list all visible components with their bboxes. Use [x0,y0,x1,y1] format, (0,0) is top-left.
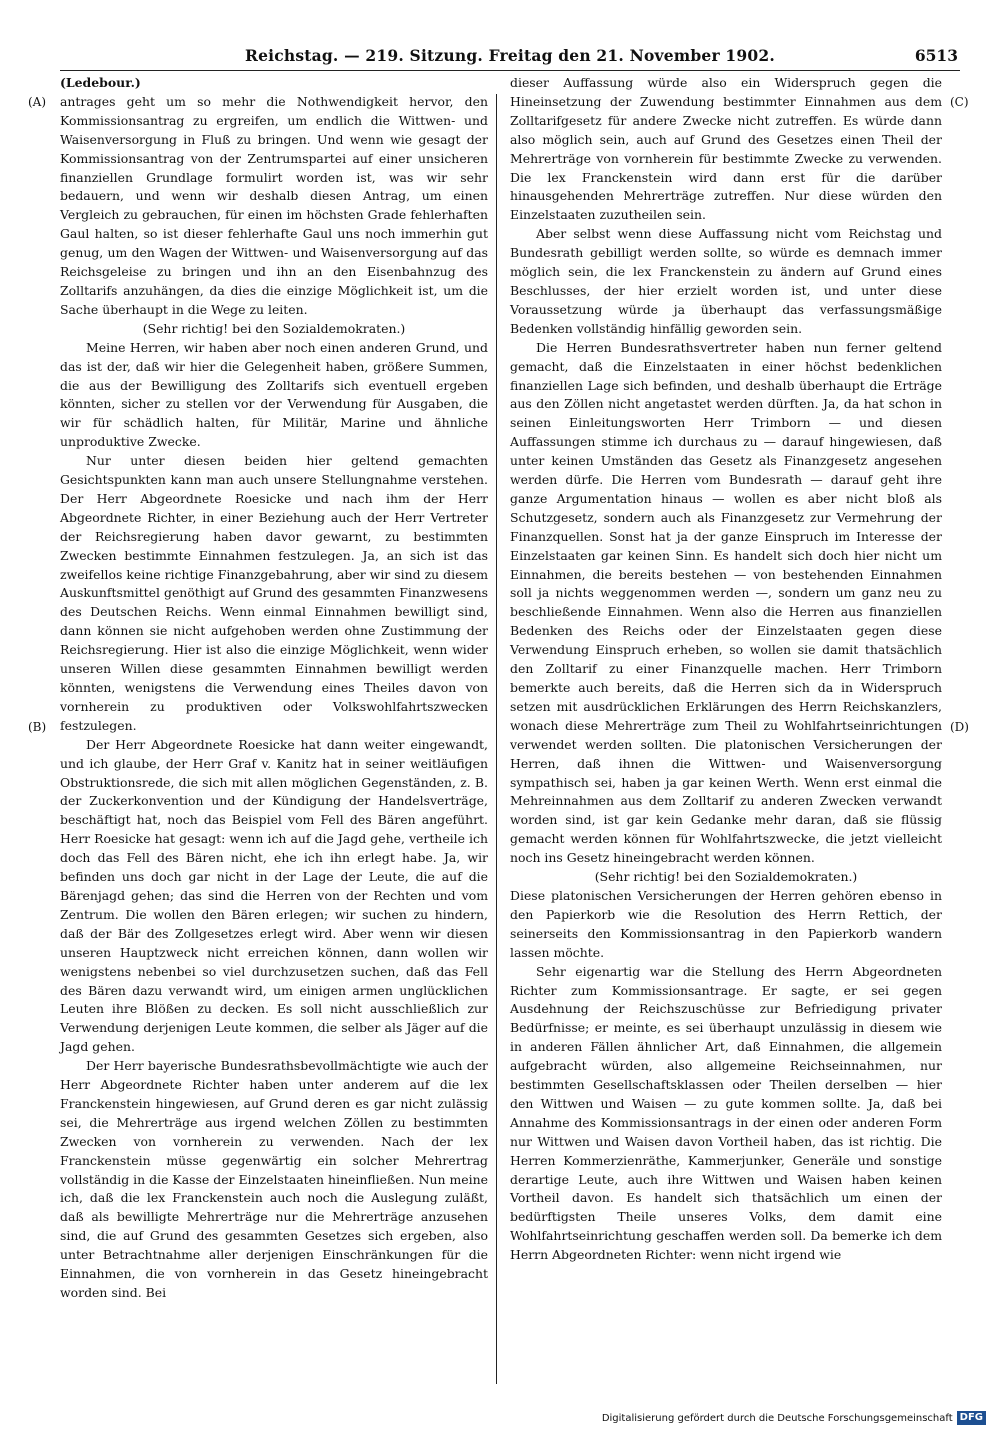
paragraph: Sehr eigenartig war die Stellung des Herrn Abgeordneten Richter zum Kommissionsantrage. Er sagte, er sei gegen Ausdehnung der Reichszuschüsse zur Befriedigung privater Bedürfnisse; er meinte, es sei überhaupt unzulässig in diesem wie in anderen Fällen ähnlicher Art, daß Einnahmen, die allgemein aufgebracht würden, also allgemeine Reichseinnahmen, nur bestimmten Gesellschaftsklassen oder Theilen derselben — hier den Wittwen und Waisen — zu gute kommen sollte. Ja, daß bei Annahme des Kommissionsantrags in der einen oder anderen Form nur Wittwen und Waisen davon Vortheil haben, das ist richtig. Die Herren Kommerzienräthe, Kammerjunker, Generäle und sonstige derartige Leute, auch ihre Wittwen und Waisen haben keinen Vortheil davon. Es handelt sich thatsächlich um einen der bedürftigsten Theile unseres Volks, dem damit eine Wohlfahrtseinrichtung geschaffen werden soll. Da bemerke ich dem Herrn Abgeordneten Richter: wenn nicht irgend wie [510,963,942,1263]
running-head-title: Reichstag. — 219. Sitzung. Freitag den 21. November 1902. [245,46,775,65]
column-divider [496,94,497,1384]
margin-mark-b: (B) [28,720,47,734]
speaker-name: (Ledebour.) [60,75,141,90]
paragraph: Meine Herren, wir haben aber noch einen anderen Grund, und das ist der, daß wir hier die Gelegenheit haben, größere Summen, die aus der Bewilligung des Zolltarifs sich eventuell ergeben könnten, sicher zu stellen vor der Verwendung für Ausgaben, die wir für schädlich halten, für Militär, Marine und ähnliche unproduktive Zwecke. [60,339,488,450]
margin-mark-a: (A) [28,95,47,109]
left-column [60,74,488,1303]
paragraph: Der Herr Abgeordnete Roesicke hat dann weiter eingewandt, und ich glaube, der Herr Graf v. Kanitz hat in seiner weitläufigen Obstruktionsrede, die sich mit allen möglichen Gegenständen, z. B. der Zuckerkonvention und der Kündigung der Handelsverträge, beschäftigt hat, noch das Beispiel vom Fell des Bären angeführt. Herr Roesicke hat gesagt: wenn ich auf die Jagd gehe, vertheile ich doch das Fell des Bären nicht, ehe ich ihn erlegt habe. Ja, wir befinden uns doch gar nicht in der Lage der Leute, die auf die Bärenjagd gehen; das sind die Herren von der Rechten und vom Zentrum. Die wollen den Bären erlegen; wir suchen zu hindern, daß der Bär des Zollgesetzes erlegt wird. Aber wenn wir diesen unseren Hauptzweck nicht erreichen können, dann wollen wir wenigstens nebenbei so viel durchzusetzen suchen, daß das Fell des Bären dazu verwandt wird, um einigen armen unglücklichen Leuten ihre Blößen zu decken. Es soll nicht ausschließlich zur Verwendung derjenigen Leute kommen, die selber als Jäger auf die Jagd gehen. [60,736,488,1055]
paragraph: Diese platonischen Versicherungen der Herren gehören ebenso in den Papierkorb wie die Resolution des Herrn Rettich, der seinerseits den Kommissionsantrag in den Papierkorb wandern lassen möchte. [510,887,942,960]
footer-credit [602,1411,986,1425]
interjection: (Sehr richtig! bei den Sozialdemokraten.) [142,320,406,336]
dfg-logo: DFG [957,1411,986,1425]
margin-mark-d: (D) [950,720,969,734]
right-column [510,74,942,1265]
paragraph: dieser Auffassung würde also ein Widerspruch gegen die Hineinsetzung der Zuwendung bestimmter Einnahmen aus dem Zolltarifgesetz für andere Zwecke nicht zutreffen. Es würde dann also möglich sein, auch auf Grund des Gesetzes einen Theil der Mehrerträge von vornherein für bestimmte Zwecke zu verwenden. Die lex Franckenstein wird dann erst für die darüber hinausgehenden Mehrerträge zutreffen. Nur diese würden den Einzelstaaten zuzutheilen sein. [510,75,942,223]
paragraph: Die Herren Bundesrathsvertreter haben nun ferner geltend gemacht, daß die Einzelstaaten in einer höchst bedenklichen finanziellen Lage sich befinden, und deshalb überhaupt die Erträge aus den Zöllen nicht angetastet werden dürften. Ja, da hat schon in seinen Einleitungsworten Herr Trimborn — und diesen Auffassungen stimme ich durchaus zu — darauf hingewiesen, daß unter keinen Umständen das Gesetz als Finanzgesetz angesehen werden dürfe. Die Herren vom Bundesrath — darauf geht ihre ganze Argumentation hinaus — wollen es aber nicht bloß als Schutzgesetz, sondern auch als Finanzgesetz zur Vermehrung der Finanzquellen. Sonst hat ja der ganze Einspruch im Interesse der Einzelstaaten gar keinen Sinn. Es handelt sich doch hier nicht um Einnahmen, die bereits bestehen — von bestehenden Einnahmen soll ja nichts weggenommen werden —, sondern um ganz neu zu beschließende Einnahmen. Wenn also die Herren aus finanziellen Bedenken des Reichs oder der Einzelstaaten gegen diese Verwendung Einspruch erheben, so wollen sie damit thatsächlich den Zolltarif zu einer Finanzquelle machen. Herr Trimborn bemerkte auch bereits, daß die Herren sich da in Widerspruch setzen mit ausdrücklichen Erklärungen des Herrn Reichskanzlers, wonach diese Mehrerträge zum Theil zu Wohlfahrtseinrichtungen verwendet werden sollten. Die platonischen Versicherungen der Herren, daß ihnen die Wittwen- und Waisenversorgung sympathisch sei, haben ja gar keinen Werth. Wenn erst einmal die Mehreinnahmen aus dem Zolltarif zu anderen Zwecken verwandt worden sind, ist gar kein Gedanke mehr daran, daß sie flüssig gemacht werden können für Wohlfahrtszwecke, die jetzt vielleicht noch ins Gesetz hineingebracht werden können. [510,339,942,866]
margin-mark-c: (C) [950,95,969,109]
running-header [60,42,960,71]
interjection: (Sehr richtig! bei den Sozialdemokraten.) [594,869,858,885]
paragraph: antrages geht um so mehr die Nothwendigkeit hervor, den Kommissionsantrag zu ergreifen, um endlich die Wittwen- und Waisenversorgung in Fluß zu bringen. Und wenn wie gesagt der Kommissionsantrag von der Zentrumspartei auf einer unsicheren finanziellen Grundlage formulirt worden ist, was wir sehr bedauern, und wenn wir deshalb diesen Antrag, um einen Vergleich zu gebrauchen, für einen im höchsten Grade fehlerhaften Gaul halten, so ist dieser fehlerhafte Gaul uns noch immerhin gut genug, um den Wagen der Wittwen- und Waisenversorgung auf das Reichsgeleise zu bringen und ihn an den Eisenbahnzug des Zolltarifs anzuhängen, da dies die einzige Möglichkeit ist, um die Sache überhaupt in die Wege zu leiten. [60,93,488,317]
paragraph: Aber selbst wenn diese Auffassung nicht vom Reichstag und Bundesrath gebilligt werden sollte, so würde es demnach immer möglich sein, die lex Franckenstein zu ändern auf Grund eines Beschlusses, der hier erzielt worden ist, und unter diese Voraussetzung würde ja überhaupt das verfassungsmäßige Bedenken vollständig hinfällig geworden sein. [510,226,942,336]
footer-credit-text: Digitalisierung gefördert durch die Deutsche Forschungsgemeinschaft [601,1412,953,1424]
paragraph: Der Herr bayerische Bundesrathsbevollmächtigte wie auch der Herr Abgeordnete Richter haben unter anderem auf die lex Franckenstein hingewiesen, auf Grund deren es gar nicht zulässig sei, die Mehrerträge aus irgend welchen Zöllen zu bestimmten Zwecken von vornherein zu verwenden. Nach der lex Franckenstein müsse gegenwärtig ein solcher Mehrertrag vollständig in die Kasse der Einzelstaaten hineinfließen. Nun meine ich, daß die lex Franckenstein auch noch die Auslegung zuläßt, daß als bewilligte Mehrerträge nur die Mehrerträge anzusehen sind, die auf Grund des gesammten Gesetzes sich ergeben, also unter Betrachtnahme aller derjenigen Einschränkungen für die Einnahmen, die von vornherein in das Gesetz hineingebracht worden sind. Bei [60,1058,488,1300]
paragraph: Nur unter diesen beiden hier geltend gemachten Gesichtspunkten kann man auch unsere Stellungnahme verstehen. Der Herr Abgeordnete Roesicke und nach ihm der Herr Abgeordnete Richter, in einer Beziehung auch der Herr Vertreter der Reichsregierung haben davor gewarnt, zu bestimmten Zwecken bestimmte Einnahmen festzulegen. Ja, an sich ist das zweifellos keine richtige Finanzgebahrung, aber wir sind zu diesem Auskunftsmittel genöthigt auf Grund des gesammten Finanzwesens des Deutschen Reichs. Wenn einmal Einnahmen bewilligt sind, dann können sie nicht aufgehoben werden ohne Zustimmung der Reichsregierung. Hier ist also die einzige Möglichkeit, wenn wider unseren Willen diese gesammten Einnahmen bewilligt werden könnten, wenigstens die Verwendung eines Theiles davon von vornherein zu produktiven oder Volkswohlfahrtszwecken festzulegen. [60,453,488,733]
page-number: 6513 [914,46,958,65]
